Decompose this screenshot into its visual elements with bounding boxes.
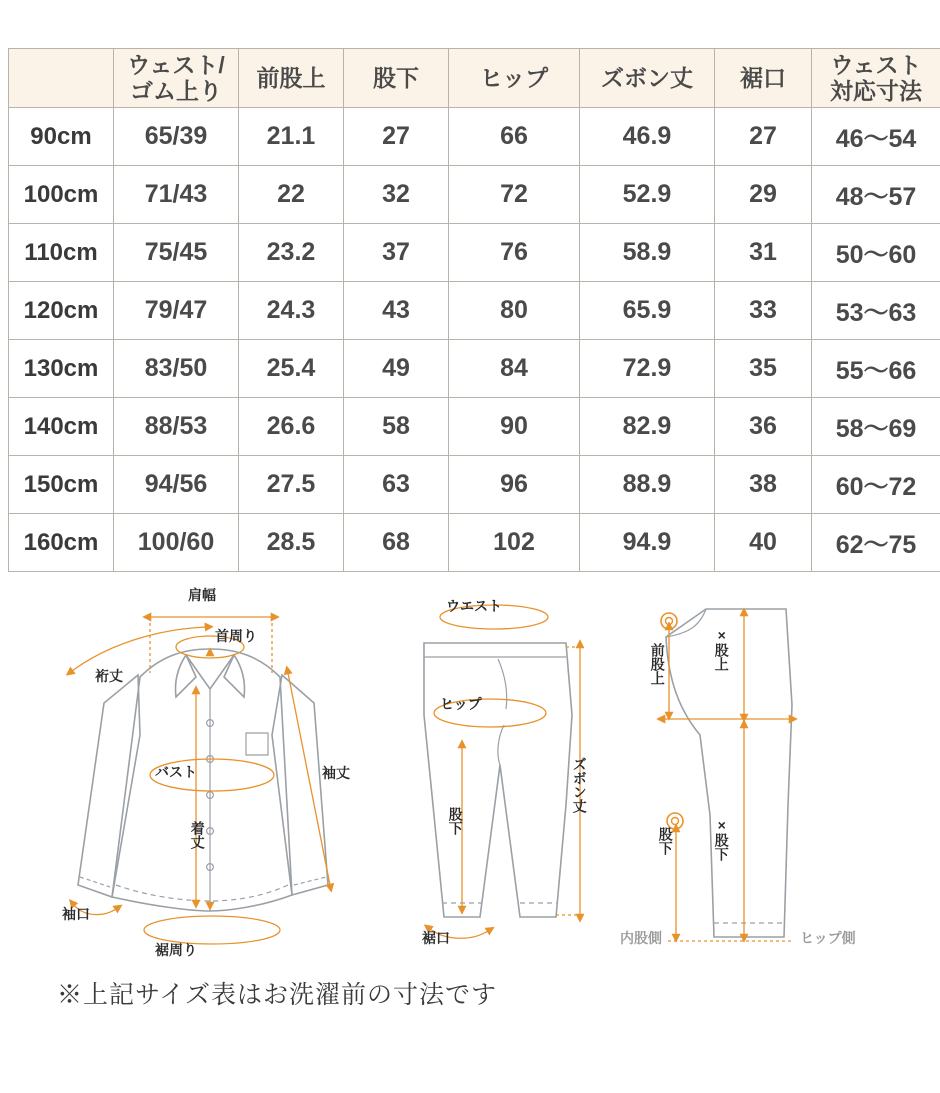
table-cell-pants-length: 82.9 <box>580 398 715 456</box>
table-cell-inseam: 68 <box>344 514 449 572</box>
table-cell-pants-length: 46.9 <box>580 108 715 166</box>
table-cell-front-rise: 26.6 <box>239 398 344 456</box>
table-cell-hem: 31 <box>715 224 812 282</box>
table-cell-size: 100cm <box>9 166 114 224</box>
label-hem-circumference: 裾周り <box>155 942 197 958</box>
size-table <box>8 48 940 572</box>
table-cell-hip: 84 <box>449 340 580 398</box>
table-cell-size: 140cm <box>9 398 114 456</box>
table-cell-hem: 35 <box>715 340 812 398</box>
table-cell-front-rise: 24.3 <box>239 282 344 340</box>
table-cell-size: 120cm <box>9 282 114 340</box>
table-cell-waist: 100/60 <box>114 514 239 572</box>
table-cell-hem: 29 <box>715 166 812 224</box>
table-cell-inseam: 49 <box>344 340 449 398</box>
table-cell-waist-range: 58〜69 <box>812 398 940 456</box>
table-cell-hip: 66 <box>449 108 580 166</box>
table-header-front-rise: 前股上 <box>239 49 344 108</box>
table-cell-waist-range: 46〜54 <box>812 108 940 166</box>
table-header-waist <box>114 49 239 108</box>
table-cell-pants-length: 65.9 <box>580 282 715 340</box>
table-cell-hip: 76 <box>449 224 580 282</box>
table-cell-waist-range: 53〜63 <box>812 282 940 340</box>
table-cell-front-rise: 27.5 <box>239 456 344 514</box>
label-sleeve-length: 袖丈 <box>322 765 350 781</box>
table-cell-waist: 88/53 <box>114 398 239 456</box>
table-cell-hem: 27 <box>715 108 812 166</box>
label-detail-inseam: 股下 <box>657 827 674 855</box>
table-cell-front-rise: 23.2 <box>239 224 344 282</box>
table-cell-size: 160cm <box>9 514 114 572</box>
table-cell-pants-length: 58.9 <box>580 224 715 282</box>
measurement-diagram-svg <box>0 585 940 1005</box>
table-cell-waist-range: 48〜57 <box>812 166 940 224</box>
table-cell-pants-length: 72.9 <box>580 340 715 398</box>
table-cell-size: 130cm <box>9 340 114 398</box>
table-header-waist-range-line1: ウェスト <box>830 51 922 78</box>
table-cell-waist-range: 50〜60 <box>812 224 940 282</box>
table-header-pants-length: ズボン丈 <box>580 49 715 108</box>
table-cell-waist-range: 60〜72 <box>812 456 940 514</box>
label-front-rise: 前股上 <box>649 643 666 685</box>
table-cell-size: 90cm <box>9 108 114 166</box>
label-pants-hip: ヒップ <box>440 696 482 712</box>
table-header-hip: ヒップ <box>449 49 580 108</box>
table-header-waist-range <box>812 49 940 108</box>
table-cell-hem: 40 <box>715 514 812 572</box>
table-row <box>9 224 940 282</box>
measurement-diagram <box>0 585 940 1005</box>
table-cell-front-rise: 28.5 <box>239 514 344 572</box>
table-cell-waist: 79/47 <box>114 282 239 340</box>
table-body <box>9 108 940 572</box>
table-row <box>9 398 940 456</box>
pants-illustration <box>424 643 572 917</box>
table-cell-hem: 38 <box>715 456 812 514</box>
table-cell-inseam: 43 <box>344 282 449 340</box>
table-cell-hip: 80 <box>449 282 580 340</box>
table-cell-pants-length: 52.9 <box>580 166 715 224</box>
table-row <box>9 514 940 572</box>
table-header-waist-line1: ウェスト/ <box>127 51 225 78</box>
table-cell-waist-range: 62〜75 <box>812 514 940 572</box>
table-cell-inseam: 32 <box>344 166 449 224</box>
label-body-length: 着丈 <box>189 821 206 849</box>
label-shoulder-width: 肩幅 <box>188 587 216 603</box>
table-header-hem: 裾口 <box>715 49 812 108</box>
label-pants-waist: ウエスト <box>446 598 502 614</box>
table-cell-waist-range: 55〜66 <box>812 340 940 398</box>
label-bust: バスト <box>155 764 197 780</box>
table-cell-front-rise: 21.1 <box>239 108 344 166</box>
table-cell-hip: 102 <box>449 514 580 572</box>
table-cell-waist: 75/45 <box>114 224 239 282</box>
table-cell-hip: 96 <box>449 456 580 514</box>
table-cell-waist: 65/39 <box>114 108 239 166</box>
table-cell-inseam: 37 <box>344 224 449 282</box>
table-cell-waist: 83/50 <box>114 340 239 398</box>
label-pants-hem: 裾口 <box>422 930 450 946</box>
table-row <box>9 166 940 224</box>
table-cell-pants-length: 94.9 <box>580 514 715 572</box>
table-cell-front-rise: 25.4 <box>239 340 344 398</box>
washing-note: ※上記サイズ表はお洗濯前の寸法です <box>57 981 498 1009</box>
table-cell-size: 110cm <box>9 224 114 282</box>
table-cell-hip: 90 <box>449 398 580 456</box>
label-neck: 首周り <box>215 628 257 644</box>
table-header-corner <box>9 49 114 108</box>
table-row <box>9 456 940 514</box>
pants-measure-lines <box>430 605 584 938</box>
table-header <box>9 49 940 108</box>
table-cell-inseam: 58 <box>344 398 449 456</box>
table-row <box>9 340 940 398</box>
table-cell-waist: 71/43 <box>114 166 239 224</box>
label-pants-length: ズボン丈 <box>571 757 588 813</box>
table-header-waist-line2: ゴム上り <box>130 78 222 104</box>
table-cell-waist: 94/56 <box>114 456 239 514</box>
label-detail-inseam-right: ×股下 <box>713 817 730 861</box>
table-header-waist-range-line2: 対応寸法 <box>830 78 922 104</box>
size-table-container <box>8 48 932 572</box>
table-cell-size: 150cm <box>9 456 114 514</box>
table-cell-inseam: 27 <box>344 108 449 166</box>
table-row <box>9 282 940 340</box>
table-cell-hem: 33 <box>715 282 812 340</box>
label-pants-inseam: 股下 <box>447 807 464 835</box>
table-header-inseam: 股下 <box>344 49 449 108</box>
label-cuff: 袖口 <box>62 906 90 922</box>
table-cell-front-rise: 22 <box>239 166 344 224</box>
label-hip-side: ヒップ側 <box>800 930 856 946</box>
table-cell-inseam: 63 <box>344 456 449 514</box>
table-cell-pants-length: 88.9 <box>580 456 715 514</box>
label-yuki: 裄丈 <box>95 668 123 684</box>
table-row <box>9 108 940 166</box>
table-cell-hip: 72 <box>449 166 580 224</box>
table-cell-hem: 36 <box>715 398 812 456</box>
label-inner-side: 内股側 <box>620 930 662 946</box>
table-header-row <box>9 49 940 108</box>
label-rise: ×股上 <box>713 627 730 671</box>
